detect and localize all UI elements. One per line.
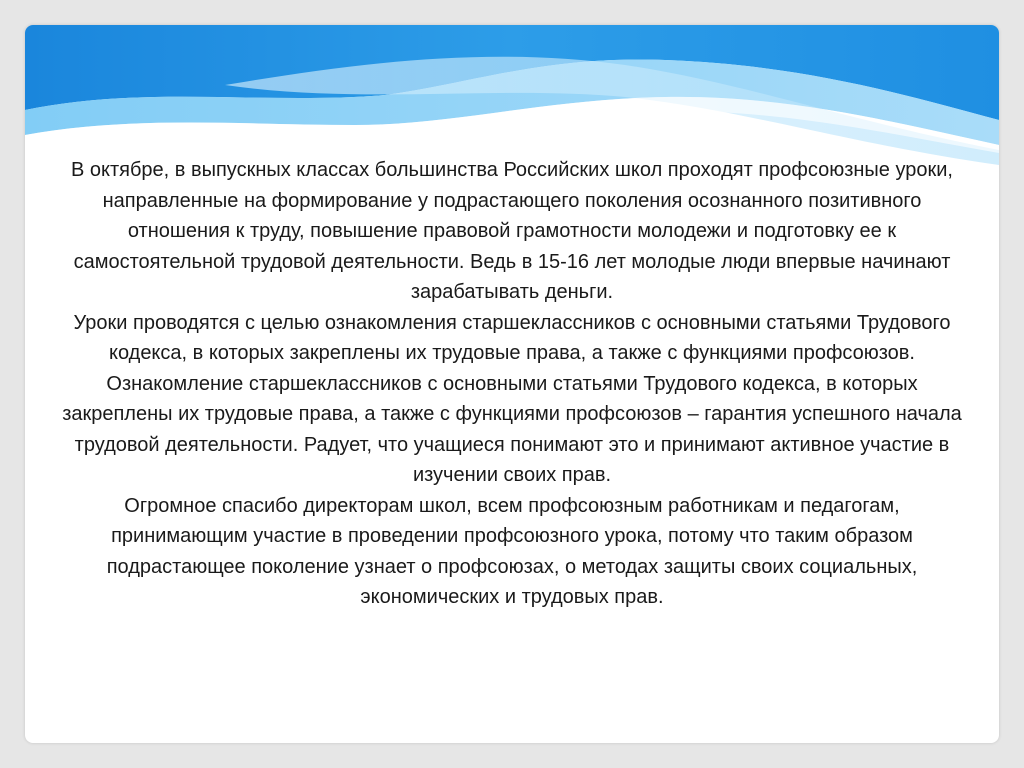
header-wave-decoration [25,25,999,165]
paragraph-1: В октябре, в выпускных классах большинства Российских школ проходят профсоюзные уроки, направленные на формирование у подрастающего поколения осознанного позитивного отношения к труду, повышение правовой грамотности молодежи и подготовку ее к самостоятельной трудовой деятельности. Ведь в 15-16 лет молодые люди впервые начинают зарабатывать деньги. [70,159,953,303]
slide [25,25,999,743]
paragraph-4: Огромное спасибо директорам школ, всем профсоюзным работникам и педагогам, принимающим участие в проведении профсоюзного урока, потому что таким образом подрастающее поколение узнает о профсоюзах, о методах защиты своих социальных, экономических и трудовых прав. [106,494,918,608]
slide-body-text [55,155,969,613]
paragraph-3: Ознакомление старшеклассников с основными статьями Трудового кодекса, в которых закреплены их трудовые права, а также с функциями профсоюзов – гарантия успешного начала трудовой деятельности. Радует, что учащиеся понимают это и принимают активное участие в изучении своих прав. [62,372,962,486]
paragraph-2: Уроки проводятся с целью ознакомления старшеклассников с основными статьями Трудового кодекса, в которых закреплены их трудовые права, а также с функциями профсоюзов. [73,311,951,364]
